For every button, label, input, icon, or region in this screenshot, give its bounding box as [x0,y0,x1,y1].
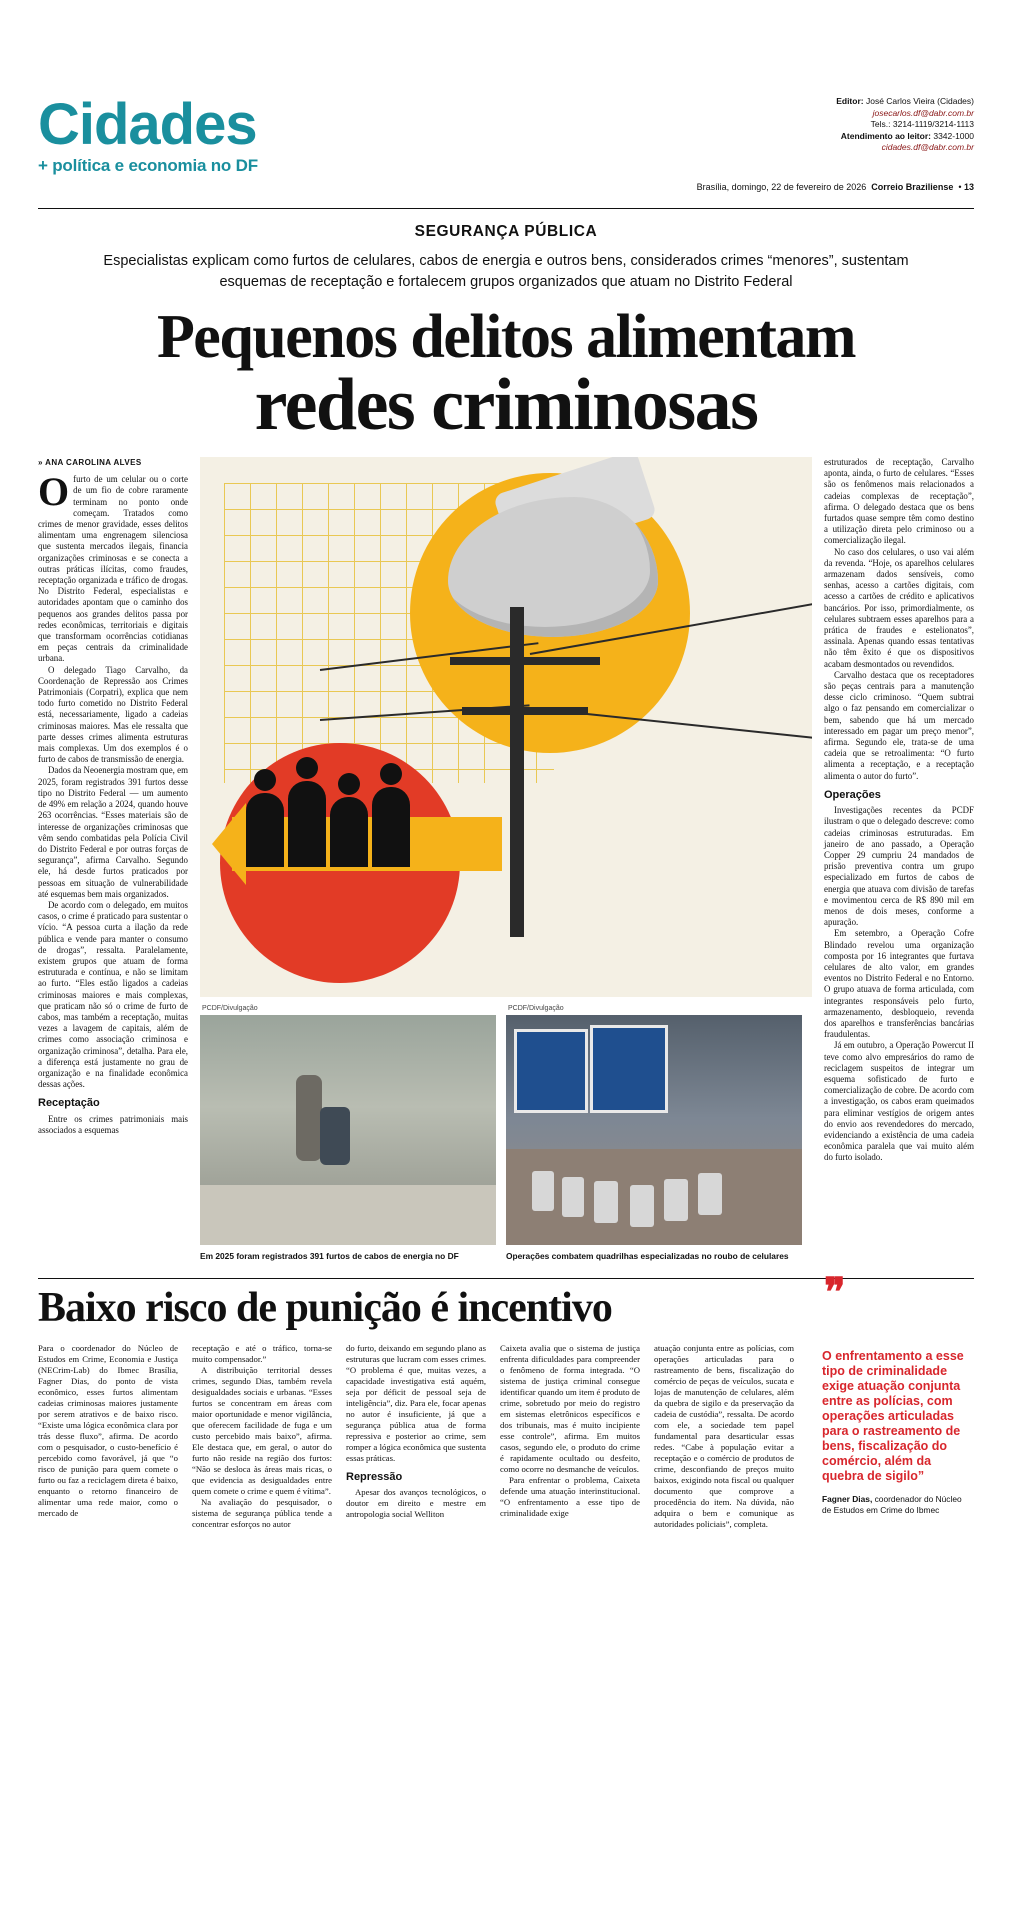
photo-cable-theft [200,1005,496,1245]
pull-quote-text-block [822,1343,972,1530]
pole-crossbar [462,707,588,715]
phone-item [532,1171,554,1211]
column-center [200,457,812,1262]
paragraph: No caso dos celulares, o uso vai além da revenda. “Hoje, os aparelhos celulares armazenam dados sensíveis, como senhas, acesso a cartões digitais, com acesso a cartões de crédito e aplicativos bancários. Por isso, primordialmente, os celulares subtraem esses aparelhos para a prática de fraudes e estelionatos”, assinala. Apenas quando essas tentativas não têm êxito é que os dispositivos acabam desmontados ou revendidos. [824,546,974,669]
subheading: Repressão [346,1471,403,1483]
secondary-body [38,1343,974,1530]
subheading: Operações [824,788,881,801]
masthead-divider [38,208,974,209]
article-body [38,457,974,1262]
photo-credit: PCDF/Divulgação [508,1005,564,1012]
photo-row [200,1005,812,1245]
silhouette [372,763,410,867]
police-banner [514,1029,588,1113]
column-1 [38,1343,178,1530]
paragraph: Para enfrentar o problema, Caixeta defende uma atuação interinstitucional. “O enfrentamento a esse tipo de criminalidade exige [500,1475,640,1518]
silhouette-group [246,757,410,867]
pull-quote [824,1270,974,1315]
paragraph: O delegado Tiago Carvalho, da Coordenação de Repressão aos Crimes Patrimoniais (Corpatri), explica que nem todo furto cometido no Distrito Federal está, necessariamente, ligado a cadeias criminosas maiores. Mas ele ressalta que parte desses crimes alimenta estruturas mais complexas. Um dos exemplos é o furto de cabos de transmissão de energia. [38,664,188,765]
dateline-date: Brasília, domingo, 22 de fevereiro de 2026 [696,182,867,192]
photo-credit: PCDF/Divulgação [202,1005,258,1012]
quote-attribution [822,1494,972,1515]
column-right [824,457,974,1262]
paragraph: Ofurto de um celular ou o corte de um fio de cobre raramente terminam no ponto onde começam. Tratados como crimes de menor gravidade, esses delitos alimentam uma engrenagem silenciosa que sustenta mercados ilegais, financia organizações criminosas e se conecta a outras práticas ilícitas, como fraudes, receptação organizada e tráfico de drogas. No Distrito Federal, especialistas e autoridades apontam que o caminho dos pequenos aos grandes delitos passa por redes econômicas, territoriais e digitais que transformam ocorrências cotidianas em peças centrais da criminalidade urbana. [38,469,188,664]
sidewalk [200,1185,496,1245]
silhouette [330,773,368,867]
column-2 [192,1343,332,1530]
paragraph: Já em outubro, a Operação Powercut II teve como alvo empresários do ramo de reciclagem suspeitos de integrar um esquema sofisticado de furto e comercialização de cobre. De acordo com a investigação, os cabos eram queimados para eliminar vestígios de origem antes do envio aos revendedores do mercado, evidenciando a existência de uma cadeia econômica paralela que vai muito além do furto isolado. [824,1040,974,1163]
police-banner [590,1025,668,1113]
reader-label: Atendimento ao leitor: [840,130,931,141]
utility-pole-icon [510,607,524,937]
phones-value: 3214-1119/3214-1113 [892,119,974,129]
paragraph: Em setembro, a Operação Cofre Blindado revelou uma organização composta por 16 integrantes que furtava celulares de alto valor, em grandes eventos no Distrito Federal e no Entorno. O grupo atuava de forma articulada, com integrantes responsáveis pelo furto, armazenamento, desbloqueio, revenda dos aparelhos e transferências bancárias fraudulentas. [824,928,974,1040]
paragraph: De acordo com o delegado, em muitos casos, o crime é praticado para sustentar o vício. “A pessoa curta a ilação da rede pública e vende para manter o consumo de drogas”, ressalta. Paralelamente, existem grupos que atuam de forma estruturada e contínua, e não se limitam ao furto. “Eles estão ligados a cadeias criminosas maiores e mais complexas, que praticam não só o crime de furto de cabos, mas também a receptação, muitas vezes a lavagem de capitais, além de crimes como associação criminosa e organização criminosa”, detalha. Para ele, a diferença está justamente no grau de organização e na finalidade econômica dessas ações. [38,899,188,1090]
editor-label: Editor: [836,96,864,106]
phone-item [562,1177,584,1217]
byline: » ANA CAROLINA ALVES [38,458,142,467]
photo-caption: Em 2025 foram registrados 391 furtos de cabos de energia no DF [200,1251,459,1261]
paragraph: Caixeta avalia que o sistema de justiça enfrenta dificuldades para compreender o fenômeno de forma integrada. “O sistema de justiça criminal consegue identificar quando um item é produto de crime, sobretudo por meio do registro em sistemas eletrônicos específicos e dos tribunais, mas é muito incipiente esse controle”, afirma. Em muitos casos, segundo ele, o produto do crime é rapidamente ocultado ou desfeito, como ocorre no desmanche de veículos. [500,1343,640,1474]
editor-name: José Carlos Vieira (Cidades) [865,96,974,106]
paragraph: Entre os crimes patrimoniais mais associados a esquemas [38,1113,188,1135]
paragraph: Na avaliação do pesquisador, o sistema de segurança pública tende a concentrar esforços no autor [192,1497,332,1529]
phones-label: Tels.: [870,119,891,129]
paragraph: do furto, deixando em segundo plano as estruturas que lucram com esses crimes. “O problema é que, muitas vezes, a capacidade investigativa está aquém, seja por déficit de pessoal seja de inteligência”, diz. Para ele, focar apenas no autor é insuficiente, já que a segurança pública atua de forma repressiva e posterior ao crime, sem romper a lógica econômica que sustenta essas práticas. [346,1343,486,1463]
column-left [38,457,188,1262]
subheading: Receptação [38,1097,100,1110]
paragraph: Para o coordenador do Núcleo de Estudos em Crime, Economia e Justiça (NECrim-Lab) do Ibmec Brasília, Fagner Dias, do ponto de vista econômico, esses furtos alimentam cadeias criminosas maiores justamente por serem atrativos e de baixo risco. “Existe uma lógica econômica clara por trás desse fluxo”, afirma. De acordo com o pesquisador, o custo-benefício é percebido como favorável, já que “o risco de punição para quem comete o furto ou faz a reciclagem direta é baixo, enquanto o retorno financeiro de alimentar uma rede maior, como o mercado de [38,1343,178,1518]
paragraph: Dados da Neoenergia mostram que, em 2025, foram registrados 391 furtos desse tipo no Distrito Federal — um aumento de 49% em relação a 2024, quando houve 263 ocorrências. “Esses materiais são de interesse de organizações criminosas que vêm sendo combatidas pela Polícia Civil do Distrito Federal e por outras forças de segurança”, afirma Carvalho. Segundo ele, há desde furtos praticados por pessoas em situação de vulnerabilidade até esquemas bem mais organizados. [38,765,188,899]
photo-caption: Operações combatem quadrilhas especializadas no roubo de celulares [506,1251,789,1261]
paragraph: Apesar dos avanços tecnológicos, o doutor em direito e mestre em antropologia social Welliton [346,1487,486,1519]
phone-item [594,1181,618,1223]
paper-name: Correio Braziliense [871,182,954,192]
pole-crossbar [450,657,600,665]
kicker: SEGURANÇA PÚBLICA [414,223,598,240]
drop-cap: O [38,469,70,515]
illustration [200,457,812,997]
phone-item [698,1173,722,1215]
silhouette [246,769,284,867]
column-4 [500,1343,640,1530]
headline-line-2: redes criminosas [254,364,758,446]
quote-mark-icon: ❞ [824,1270,842,1315]
page-title [38,303,974,446]
paragraph: Carvalho destaca que os receptadores são peças centrais para a manutenção desse ciclo criminoso. “Quem subtrai algo o faz pensando em comercializar o bem, sabendo que há um mercado interessado em pagar um preço menor”, afirma. Segundo ele, trata-se de uma cadeia que se retroalimenta: “O furto alimenta a receptação, e a receptação alimenta o autor do furto”. [824,669,974,781]
editor-info [836,96,974,154]
paragraph: A distribuição territorial desses crimes, segundo Dias, também revela desigualdades sociais e urbanas. “Esses furtos se concentram em áreas com maior oportunidade e menor vigilância, que oferecem facilidade de fuga e um custo percebido mais baixo”, afirma. Ele destaca que, em geral, o autor do furto não reside na região dos furtos: “Não se desloca às áreas mais ricas, o que evidencia as desigualdades entre quem comete o crime e quem é vítima”. [192,1365,332,1496]
section-subtitle: + política e economia no DF [38,156,258,175]
page-number: 13 [963,182,974,192]
column-5 [654,1343,794,1530]
paragraph: estruturados de receptação, Carvalho aponta, ainda, o furto de celulares. “Esses são os fenômenos mais relacionados a cadeias complexas de receptação”, afirma. O delegado destaca que os bens furtados quase sempre têm como destino a utilização direta pelo criminoso ou a comercialização ilegal. [824,457,974,546]
reader-phone: 3342-1000 [933,130,974,141]
secondary-headline: Baixo risco de punição é incentivo [38,1285,612,1331]
phone-item [664,1179,688,1221]
masthead [38,92,974,204]
quote-text: O enfrentamento a esse tipo de criminalidade exige atuação conjunta entre as polícias, com operações articuladas para o rastreamento de bens, fiscalização do comércio, além da quebra de sigilo” [822,1349,964,1483]
quote-role: coordenador do Núcleo de Estudos em Crime do Ibmec [822,1494,962,1515]
person-figure [320,1107,350,1165]
column-3 [346,1343,486,1530]
paragraph: Investigações recentes da PCDF ilustram o que o delegado descreve: como cadeias criminosas estruturadas. Em janeiro de ano passado, a Operação Copper 29 cumpriu 24 mandados de prisão preventiva contra um grupo especializado em furtos de cabos de energia que atuava com divisão de tarefas e movimentou cerca de R$ 890 mil em menos de dois meses, conforme a apuração. [824,805,974,928]
paragraph: atuação conjunta entre as polícias, com operações articuladas para o rastreamento de bens, fiscalização do comércio de peças de veículos, sucata e lojas de manutenção de celulares, além da quebra de sigilo e da preservação da cadeia de custódia”, ressalta. De acordo com ele, a sociedade tem papel fundamental para desarticular essas redes. “Cabe à população evitar a receptação e o comércio de produtos de crime, desconfiando de preços muito baixos, exigindo nota fiscal ou qualquer documento que comprove a procedência do item. Na dúvida, não adquira o bem e comunique as autoridades policiais”, completa. [654,1343,794,1529]
standfirst: Especialistas explicam como furtos de celulares, cabos de energia e outros bens, considerados crimes “menores”, sustentam esquemas de receptação e fortalecem grupos organizados que atuam no Distrito Federal [103,253,909,290]
dateline: Brasília, domingo, 22 de fevereiro de 2026 Correio Braziliense • 13 [696,182,974,192]
person-figure [296,1075,322,1161]
silhouette [288,757,326,867]
paragraph: receptação e até o tráfico, torna-se muito compensador.” [192,1343,332,1364]
editor-email: josecarlos.df@dabr.com.br [872,107,974,118]
quote-author: Fagner Dias, [822,1494,873,1504]
section-title: Cidades [38,92,257,157]
reader-email: cidades.df@dabr.com.br [881,142,974,152]
photo-police-operation [506,1005,802,1245]
headline-line-1: Pequenos delitos alimentam [156,303,856,371]
caption-row [200,1245,812,1262]
phone-item [630,1185,654,1227]
